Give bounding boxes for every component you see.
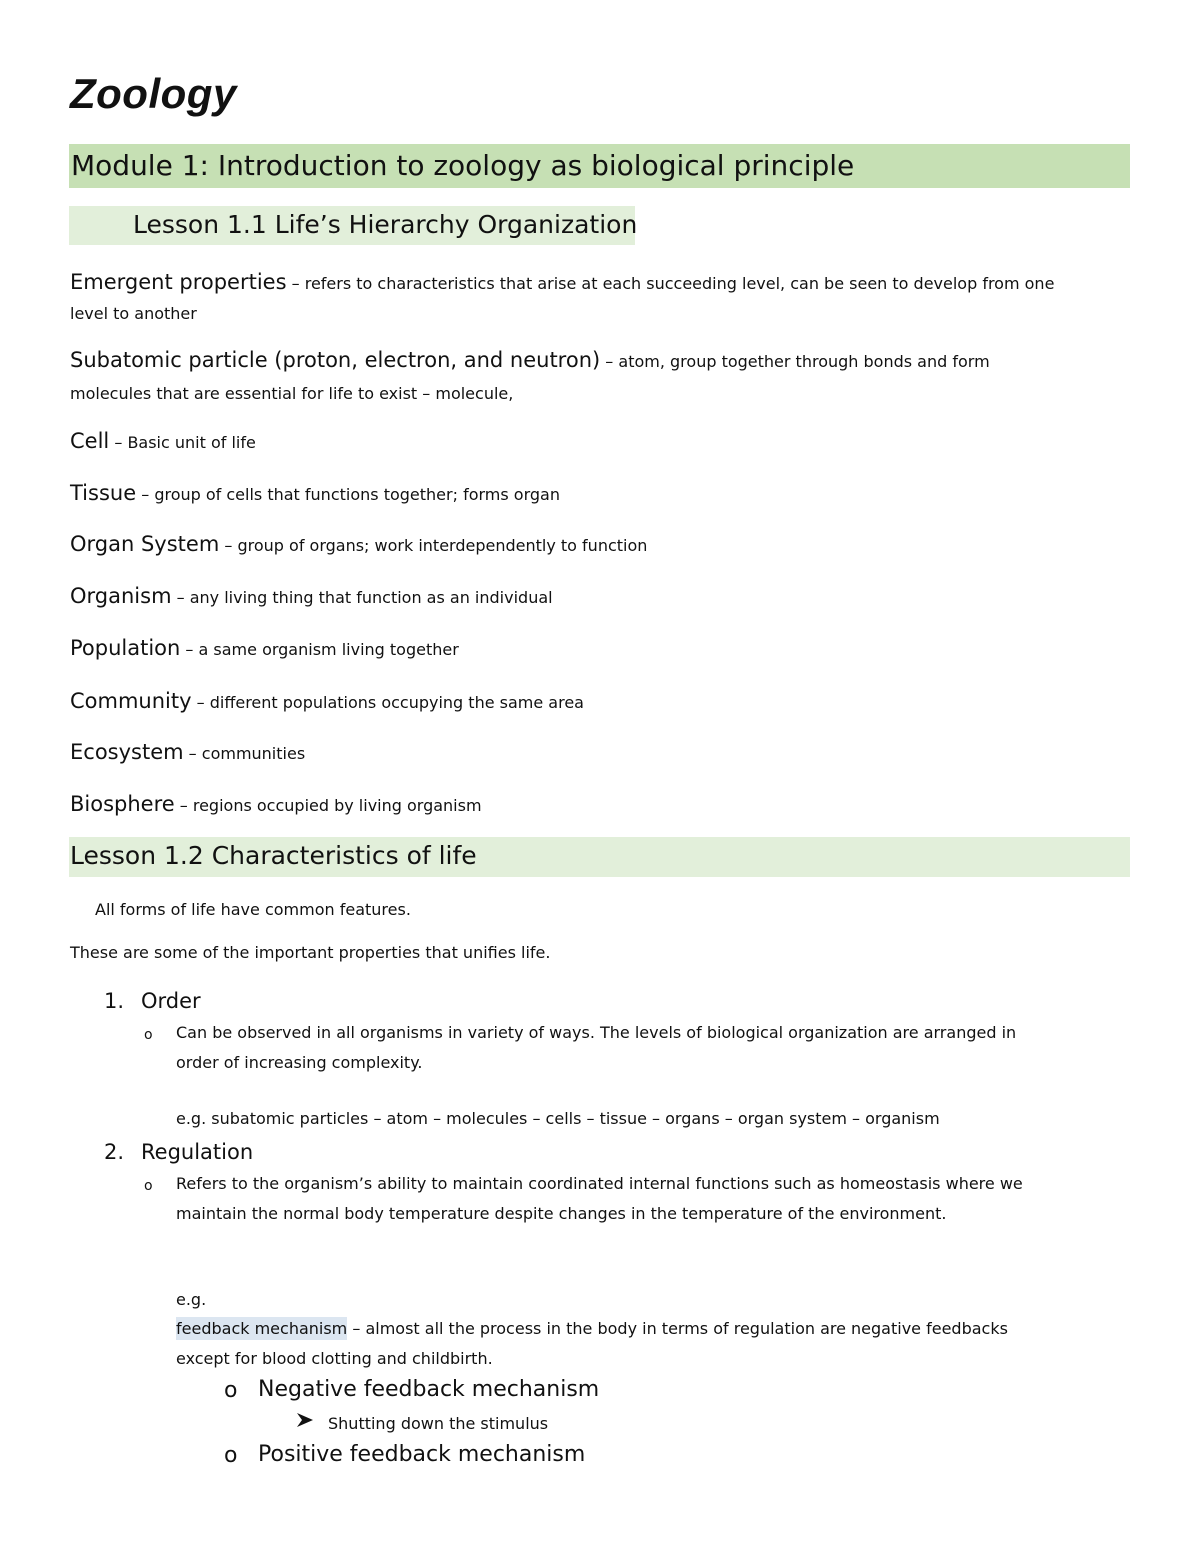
hierarchy-item	[70, 740, 305, 764]
intro-line-1: All forms of life have common features.	[95, 900, 411, 919]
sub-bullet-o-icon: o	[224, 1378, 238, 1403]
hierarchy-definition: – group of organs; work interdependently to function	[219, 536, 648, 555]
order-description-cont: order of increasing complexity.	[176, 1053, 423, 1072]
order-description: Can be observed in all organisms in variety of ways. The levels of biological organization are arranged in	[176, 1023, 1017, 1042]
definition-subatomic-particle-cont: molecules that are essential for life to exist – molecule,	[70, 384, 514, 403]
negative-feedback-heading: Negative feedback mechanism	[258, 1377, 600, 1402]
hierarchy-definition: – a same organism living together	[180, 640, 459, 659]
definition-feedback-mechanism-cont: except for blood clotting and childbirth.	[176, 1349, 493, 1368]
regulation-description: Refers to the organism’s ability to maintain coordinated internal functions such as homeostasis where we	[176, 1174, 1023, 1193]
hierarchy-item	[70, 636, 459, 660]
emergent-properties-entry	[70, 270, 1054, 294]
hierarchy-definition: – group of cells that functions together; forms organ	[136, 485, 560, 504]
hierarchy-term: Ecosystem	[70, 740, 184, 764]
subatomic-entry	[70, 348, 990, 372]
hierarchy-item	[70, 429, 256, 453]
arrowhead-icon	[296, 1412, 314, 1432]
hierarchy-definition: – different populations occupying the same area	[191, 693, 584, 712]
module-prefix: Module	[71, 149, 182, 182]
term-subatomic-particle: Subatomic particle (proton, electron, and neutron)	[70, 348, 601, 372]
positive-feedback-heading: Positive feedback mechanism	[258, 1442, 586, 1467]
hierarchy-item	[70, 689, 584, 713]
hierarchy-term: Tissue	[70, 481, 137, 505]
bullet-o-icon: o	[144, 1027, 153, 1043]
hierarchy-definition: – regions occupied by living organism	[174, 796, 482, 815]
definition-emergent-properties: – refers to characteristics that arise at each succeeding level, can be seen to develop from one	[286, 274, 1055, 293]
definition-subatomic-particle: – atom, group together through bonds and form	[600, 352, 990, 371]
feedback-mechanism-entry	[176, 1319, 1008, 1338]
list-number-order: 1.	[104, 989, 125, 1013]
hierarchy-item	[70, 481, 560, 505]
hierarchy-term: Community	[70, 689, 192, 713]
term-feedback-mechanism: feedback mechanism	[176, 1319, 348, 1338]
regulation-eg-label: e.g.	[176, 1290, 207, 1309]
module-number: 1	[181, 149, 200, 182]
hierarchy-term: Organ System	[70, 532, 220, 556]
hierarchy-term: Population	[70, 636, 181, 660]
bullet-o-icon: o	[144, 1178, 153, 1194]
characteristic-regulation: Regulation	[141, 1140, 254, 1164]
sub-bullet-o-icon: o	[224, 1443, 238, 1468]
hierarchy-term: Cell	[70, 429, 110, 453]
order-example: e.g. subatomic particles – atom – molecules – cells – tissue – organs – organ system – organism	[176, 1109, 940, 1128]
characteristic-order: Order	[141, 989, 201, 1013]
hierarchy-item	[70, 792, 482, 816]
lesson-1-1-heading: Lesson 1.1 Life’s Hierarchy Organization	[133, 210, 638, 239]
module-heading	[71, 149, 854, 182]
lesson-1-2-heading: Lesson 1.2 Characteristics of life	[70, 841, 477, 870]
term-emergent-properties: Emergent properties	[70, 270, 287, 294]
hierarchy-term: Organism	[70, 584, 172, 608]
hierarchy-definition: – communities	[183, 744, 306, 763]
module-title: : Introduction to zoology as biological principle	[199, 149, 855, 182]
definition-emergent-properties-cont: level to another	[70, 304, 197, 323]
list-number-regulation: 2.	[104, 1140, 125, 1164]
hierarchy-term: Biosphere	[70, 792, 175, 816]
hierarchy-item	[70, 532, 647, 556]
negative-feedback-detail: Shutting down the stimulus	[328, 1414, 549, 1433]
hierarchy-definition: – Basic unit of life	[109, 433, 256, 452]
hierarchy-item	[70, 584, 553, 608]
document-title: Zoology	[70, 70, 237, 117]
intro-line-2: These are some of the important properties that unifies life.	[70, 943, 551, 962]
regulation-description-cont: maintain the normal body temperature despite changes in the temperature of the environment.	[176, 1204, 947, 1223]
definition-feedback-mechanism: – almost all the process in the body in terms of regulation are negative feedbacks	[347, 1319, 1008, 1338]
hierarchy-definition: – any living thing that function as an individual	[171, 588, 553, 607]
